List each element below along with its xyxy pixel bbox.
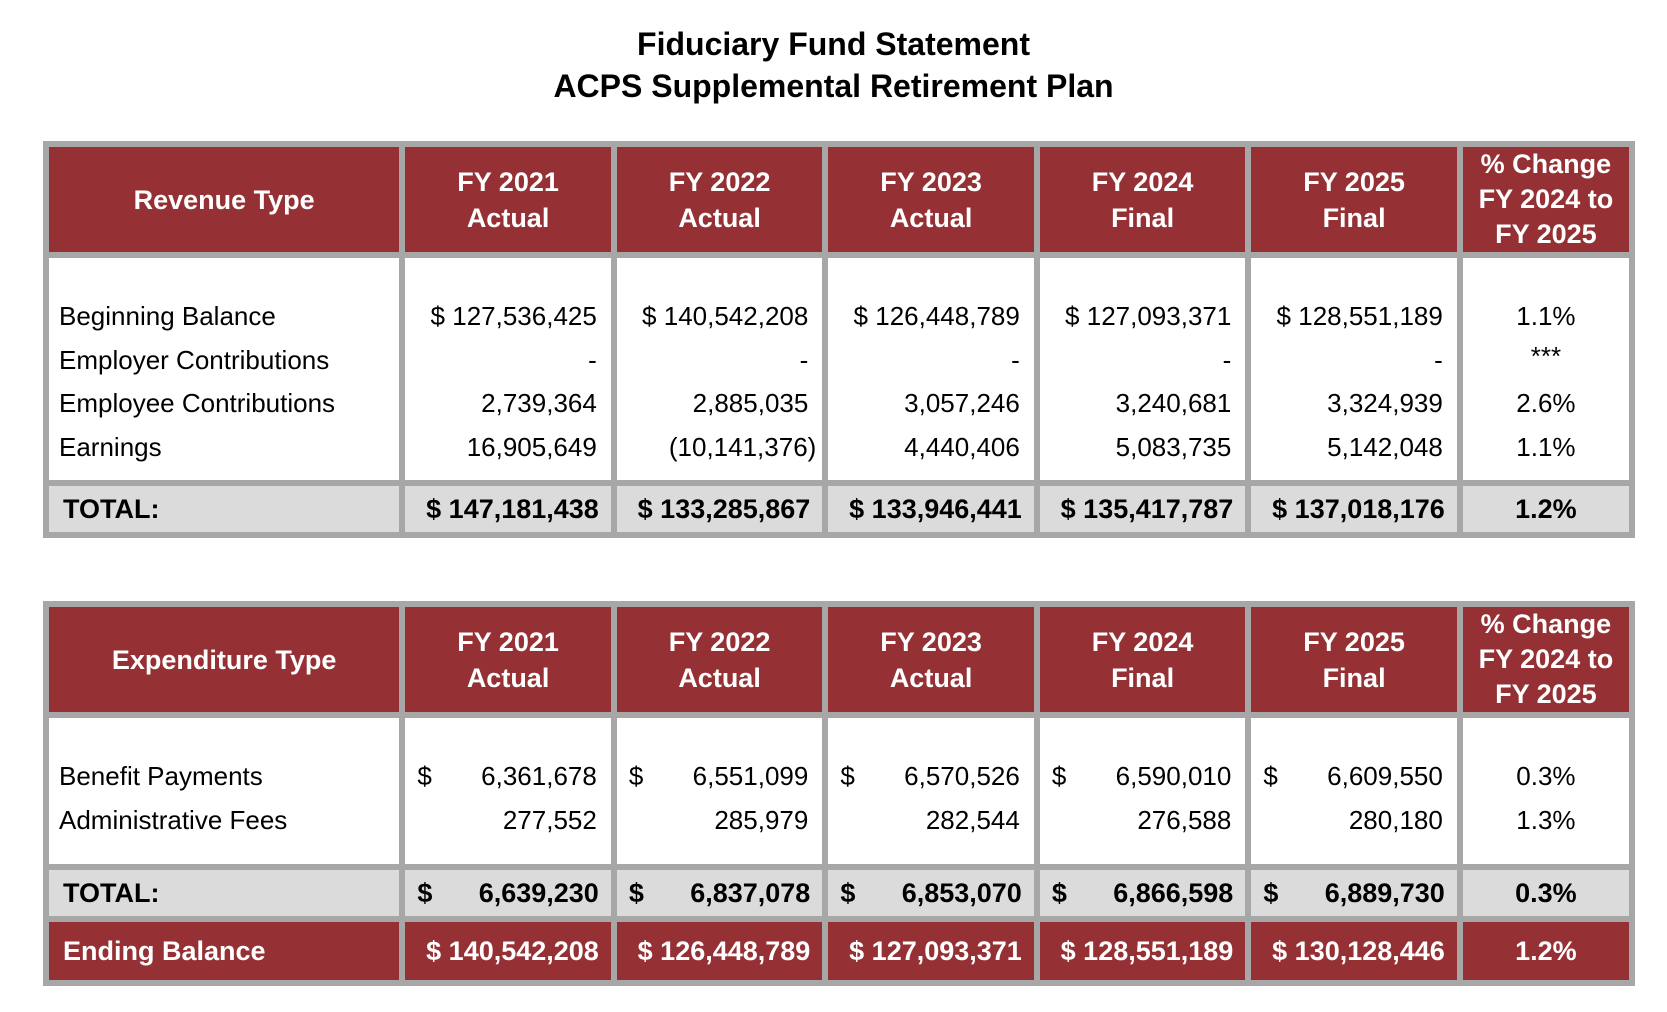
ending-balance-value: $ 140,542,208 — [405, 922, 611, 980]
pct-change-values — [1463, 718, 1629, 864]
total-label: TOTAL: — [49, 486, 399, 532]
pct-value: 1.3% — [1516, 804, 1576, 835]
currency-symbol: $ — [840, 761, 855, 791]
pct-value: 1.1% — [1516, 431, 1576, 462]
cell-value: 6,609,550 — [1327, 761, 1443, 791]
cell-value: - — [1011, 344, 1020, 375]
revenue-labels-cell — [49, 258, 399, 480]
ending-balance-pct: 1.2% — [1463, 922, 1629, 980]
row-label: Employee Contributions — [59, 388, 336, 418]
total-value: $ 133,285,867 — [617, 486, 823, 532]
cell-value: - — [1434, 344, 1443, 375]
cell-value: 276,588 — [1137, 804, 1232, 835]
fy2025-header: FY 2025 Final — [1251, 147, 1457, 252]
row-label: Administrative Fees — [59, 804, 288, 835]
expenditure-labels-cell — [49, 718, 399, 864]
fy2023-header: FY 2023 Actual — [828, 147, 1034, 252]
currency-symbol: $ — [417, 761, 432, 791]
cell-value: - — [1222, 344, 1232, 375]
expenditure-body-row — [49, 718, 1629, 864]
fy2022-header: FY 2022 Actual — [617, 607, 823, 712]
total-pct: 1.2% — [1463, 486, 1629, 532]
currency-symbol: $ — [840, 877, 856, 908]
fy2024-values — [1040, 258, 1246, 480]
cell-value: $ 128,551,189 — [1276, 301, 1443, 331]
cell-value: $ 127,536,425 — [430, 301, 597, 331]
cell-value: 3,240,681 — [1115, 388, 1232, 418]
pct-change-header: % Change FY 2024 to FY 2025 — [1463, 607, 1629, 712]
row-label: Earnings — [59, 431, 162, 462]
revenue-header-row — [49, 147, 1629, 252]
fy2024-values — [1040, 718, 1246, 864]
pct-value: 2.6% — [1516, 388, 1576, 418]
expenditure-header-row — [49, 607, 1629, 712]
total-value: $ 137,018,176 — [1251, 486, 1457, 532]
fy2021-values — [405, 258, 611, 480]
fy2025-values — [1251, 258, 1457, 480]
cell-value: 6,551,099 — [692, 761, 809, 791]
revenue-body-row — [49, 258, 1629, 480]
cell-value: 3,057,246 — [904, 388, 1020, 418]
cell-value: 6,570,526 — [904, 761, 1020, 791]
total-label: TOTAL: — [49, 870, 399, 916]
ending-balance-value: $ 126,448,789 — [617, 922, 823, 980]
cell-value: 5,083,735 — [1115, 431, 1232, 462]
revenue-table — [43, 141, 1635, 538]
currency-symbol: $ — [628, 761, 644, 791]
cell-value: - — [799, 344, 809, 375]
fy2022-values — [617, 258, 823, 480]
fy2022-values — [617, 718, 823, 864]
expenditure-total-row — [49, 870, 1629, 916]
cell-value: 6,361,678 — [481, 761, 597, 791]
ending-balance-value: $ 128,551,189 — [1040, 922, 1246, 980]
pct-value: *** — [1530, 340, 1562, 371]
row-label: Employer Contributions — [59, 344, 330, 375]
expenditure-type-header: Expenditure Type — [49, 607, 399, 712]
currency-symbol: $ — [628, 877, 644, 908]
cell-value: $ 140,542,208 — [642, 301, 809, 331]
total-value: $ 6,853,070 — [828, 870, 1034, 916]
expenditure-table — [43, 601, 1635, 986]
cell-value: - — [588, 344, 597, 375]
fy2025-values — [1251, 718, 1457, 864]
fy2025-header: FY 2025 Final — [1251, 607, 1457, 712]
fy2022-header: FY 2022 Actual — [617, 147, 823, 252]
ending-balance-value: $ 130,128,446 — [1251, 922, 1457, 980]
ending-balance-row — [49, 922, 1629, 980]
total-value: $ 6,639,230 — [405, 870, 611, 916]
cell-value: 277,552 — [502, 804, 597, 835]
fy2024-header: FY 2024 Final — [1040, 147, 1246, 252]
cell-value: $ 127,093,371 — [1065, 301, 1232, 331]
cell-value: 5,142,048 — [1327, 431, 1443, 462]
total-value: $ 147,181,438 — [405, 486, 611, 532]
cell-value: $ 126,448,789 — [853, 301, 1020, 331]
pct-value: 1.1% — [1516, 301, 1576, 331]
cell-value-with-currency — [1040, 755, 1246, 799]
currency-symbol: $ — [1263, 761, 1278, 791]
cell-value: 6,590,010 — [1115, 761, 1232, 791]
cell-value: 3,324,939 — [1327, 388, 1443, 418]
cell-value: 285,979 — [714, 804, 809, 835]
cell-value-with-currency — [617, 755, 823, 799]
cell-value: (10,141,376) — [668, 431, 817, 462]
total-value: $ 133,946,441 — [828, 486, 1034, 532]
currency-symbol: $ — [1051, 877, 1067, 908]
page-title: Fiduciary Fund Statement — [637, 26, 1030, 62]
cell-value: 16,905,649 — [466, 431, 597, 462]
total-pct: 0.3% — [1463, 870, 1629, 916]
row-label: Benefit Payments — [59, 761, 263, 791]
revenue-total-row — [49, 486, 1629, 532]
fy2021-header: FY 2021 Actual — [405, 147, 611, 252]
cell-value-with-currency — [1251, 755, 1457, 799]
pct-value: 0.3% — [1516, 761, 1576, 791]
cell-value-with-currency — [828, 755, 1034, 799]
ending-balance-value: $ 127,093,371 — [828, 922, 1034, 980]
total-value: $ 6,889,730 — [1251, 870, 1457, 916]
fy2024-header: FY 2024 Final — [1040, 607, 1246, 712]
fy2021-values — [405, 718, 611, 864]
ending-balance-label: Ending Balance — [49, 922, 399, 980]
cell-value: 280,180 — [1348, 804, 1443, 835]
total-value: $ 135,417,787 — [1040, 486, 1246, 532]
fy2023-values — [828, 258, 1034, 480]
fy2021-header: FY 2021 Actual — [405, 607, 611, 712]
currency-symbol: $ — [417, 877, 433, 908]
revenue-type-header: Revenue Type — [49, 147, 399, 252]
page-subtitle: ACPS Supplemental Retirement Plan — [553, 68, 1114, 104]
pct-change-values — [1463, 258, 1629, 480]
row-label: Beginning Balance — [59, 301, 276, 331]
fy2023-values — [828, 718, 1034, 864]
cell-value-with-currency — [405, 755, 611, 799]
total-value: $ 6,837,078 — [617, 870, 823, 916]
currency-symbol: $ — [1263, 877, 1279, 908]
cell-value: 2,739,364 — [481, 388, 597, 418]
pct-change-header: % Change FY 2024 to FY 2025 — [1463, 147, 1629, 252]
fy2023-header: FY 2023 Actual — [828, 607, 1034, 712]
cell-value: 2,885,035 — [692, 388, 809, 418]
total-value: $ 6,866,598 — [1040, 870, 1246, 916]
currency-symbol: $ — [1051, 761, 1067, 791]
cell-value: 4,440,406 — [904, 431, 1020, 462]
cell-value: 282,544 — [925, 804, 1020, 835]
